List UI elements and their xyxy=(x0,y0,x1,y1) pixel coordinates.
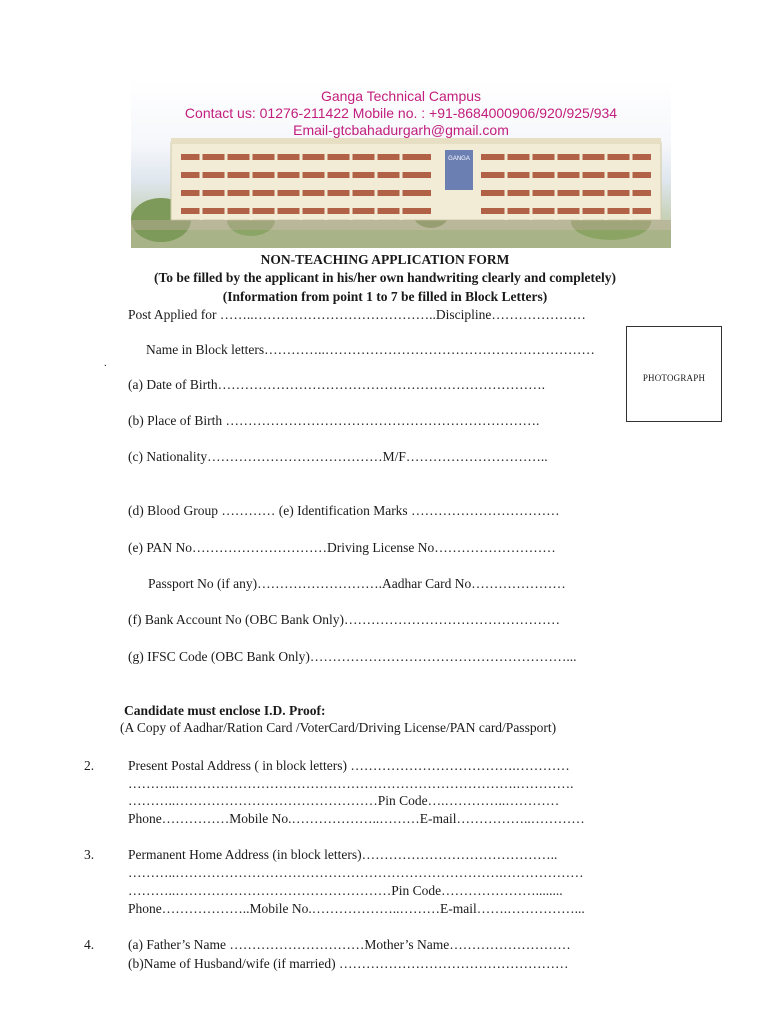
present-address-line-2[interactable]: ………..………………………………………………………………….…………. xyxy=(128,776,574,791)
stray-dot: . xyxy=(104,357,107,369)
dob-field[interactable]: (a) Date of Birth………………………………………………………………. xyxy=(128,377,545,392)
id-proof-detail: (A Copy of Aadhar/Ration Card /VoterCard/Driving License/PAN card/Passport) xyxy=(120,720,557,735)
parents-name-field[interactable]: (a) Father’s Name …………………………Mother’s Name……………………… xyxy=(128,937,571,952)
banner-email: Email-gtcbahadurgarh@gmail.com xyxy=(293,122,509,138)
bank-account-field[interactable]: (f) Bank Account No (OBC Bank Only)………………………………………… xyxy=(128,612,560,627)
permanent-contact-line[interactable]: Phone………………..Mobile No.………………..………E-mail…….……………... xyxy=(128,901,585,916)
section-3-number: 3. xyxy=(84,847,95,862)
post-applied-field[interactable]: Post Applied for ……..…………………………………..Discipline………………… xyxy=(128,307,586,322)
section-4-number: 4. xyxy=(84,937,95,952)
nationality-field[interactable]: (c) Nationality…………………………………M/F………………………….. xyxy=(128,449,548,464)
name-field[interactable]: Name in Block letters…………..…………………………………………………… xyxy=(146,342,595,357)
spouse-name-field[interactable]: (b)Name of Husband/wife (if married) …………………………………………… xyxy=(128,956,569,971)
college-banner xyxy=(131,80,671,248)
place-of-birth-field[interactable]: (b) Place of Birth ……………………………………………………………. xyxy=(128,413,540,428)
id-proof-heading: Candidate must enclose I.D. Proof: xyxy=(124,703,326,718)
photograph-box xyxy=(626,326,722,422)
form-title: NON-TEACHING APPLICATION FORM xyxy=(260,252,510,267)
pan-field[interactable]: (e) PAN No…………………………Driving License No……………………… xyxy=(128,540,556,555)
permanent-address-field[interactable]: Permanent Home Address (in block letters)…………………………………….. xyxy=(128,847,558,862)
banner-contact: Contact us: 01276-211422 Mobile no. : +91-8684000906/920/925/934 xyxy=(184,105,618,121)
present-address-field[interactable]: Present Postal Address ( in block letters) ……………………………….………… xyxy=(128,758,570,773)
blood-group-field[interactable]: (d) Blood Group ………… (e) Identification Marks …………………………… xyxy=(128,503,560,518)
present-address-pin-code[interactable]: ………..………………………………………Pin Code….…………..………… xyxy=(128,793,560,808)
present-contact-line[interactable]: Phone……………Mobile No.………………..………E-mail……………..………… xyxy=(128,811,585,826)
ifsc-field[interactable]: (g) IFSC Code (OBC Bank Only)…………………………………………………... xyxy=(128,649,577,664)
permanent-address-pin-code[interactable]: ………..…………………………………………Pin Code…………………........ xyxy=(128,883,563,898)
permanent-address-line-2[interactable]: ………..……………………………………………………………….……………… xyxy=(128,865,584,880)
section-2-number: 2. xyxy=(84,758,95,773)
form-subtitle: (To be filled by the applicant in his/her own handwriting clearly and completely) xyxy=(153,270,617,285)
photograph-label: PHOTOGRAPH xyxy=(642,373,706,383)
passport-field[interactable]: Passport No (if any)……………………….Aadhar Card No………………… xyxy=(148,576,566,591)
building-sign-text: GANGA xyxy=(448,156,470,162)
form-instruction: (Information from point 1 to 7 be filled in Block Letters) xyxy=(222,289,548,304)
banner-title: Ganga Technical Campus xyxy=(320,88,482,104)
